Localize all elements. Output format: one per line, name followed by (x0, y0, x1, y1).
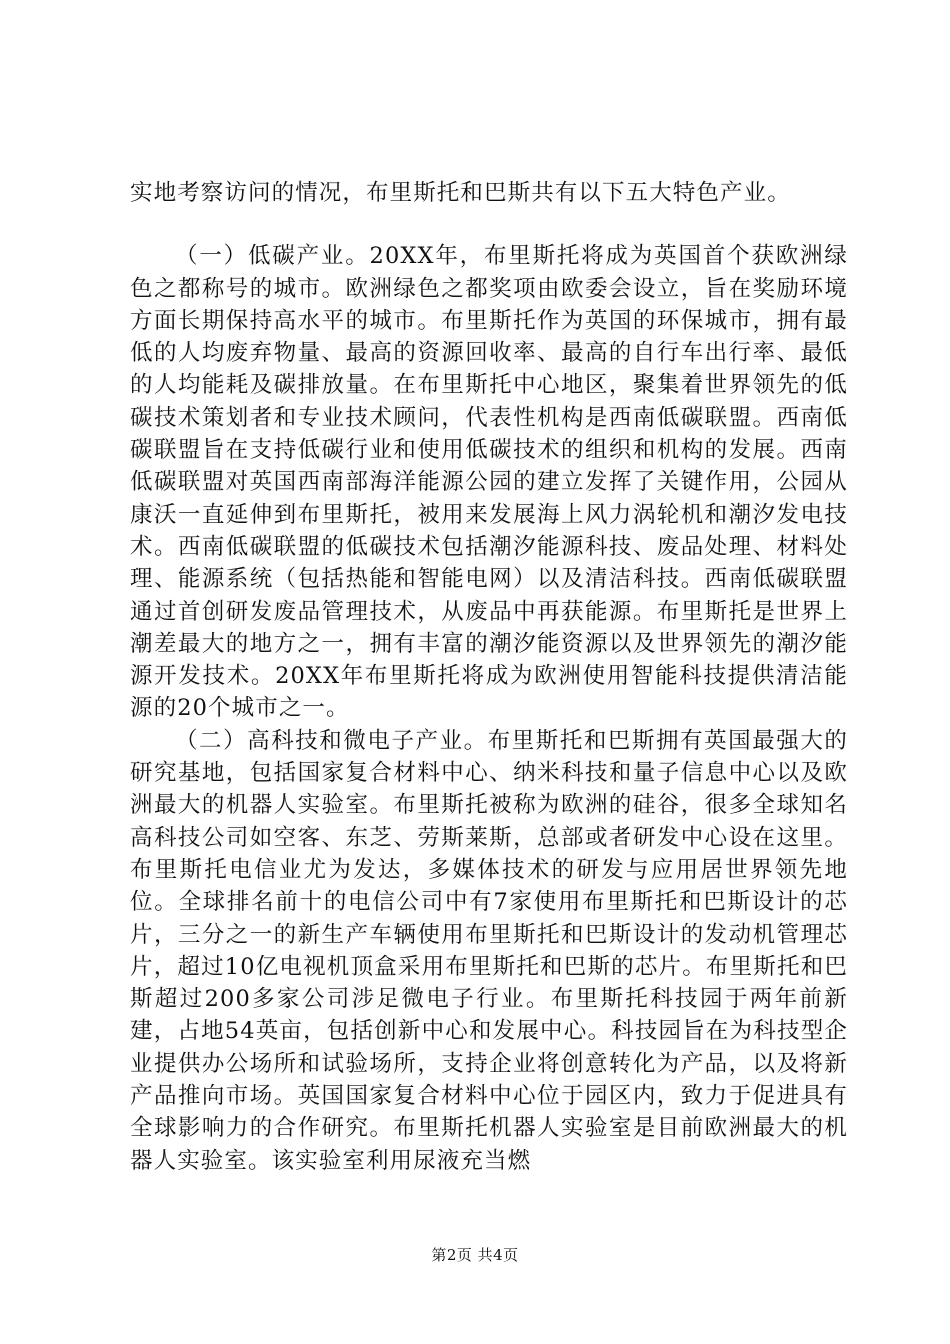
paragraph-low-carbon: （一）低碳产业。20XX年，布里斯托将成为英国首个获欧洲绿色之都称号的城市。欧洲绿色之都奖项由欧委会设立，旨在奖励环境方面长期保持高水平的城市。布里斯托作为英国的环保城市，拥有最低的人均废弃物量、最高的资源回收率、最高的自行车出行率、最低的人均能耗及碳排放量。在布里斯托中心地区，聚集着世界领先的低碳技术策划者和专业技术顾问，代表性机构是西南低碳联盟。西南低碳联盟旨在支持低碳行业和使用低碳技术的组织和机构的发展。西南低碳联盟对英国西南部海洋能源公园的建立发挥了关键作用，公园从康沃一直延伸到布里斯托，被用来发展海上风力涡轮机和潮汐发电技术。西南低碳联盟的低碳技术包括潮汐能源科技、废品处理、材料处理、能源系统（包括热能和智能电网）以及清洁科技。西南低碳联盟通过首创研发废品管理技术，从废品中再获能源。布里斯托是世界上潮差最大的地方之一，拥有丰富的潮汐能资源以及世界领先的潮汐能源开发技术。20XX年布里斯托将成为欧洲使用智能科技提供清洁能源的20个城市之一。 (130, 243, 848, 722)
paragraph-high-tech: （二）高科技和微电子产业。布里斯托和巴斯拥有英国最强大的研究基地，包括国家复合材料中心、纳米科技和量子信息中心以及欧洲最大的机器人实验室。布里斯托被称为欧洲的硅谷，很多全球知名高科技公司如空客、东芝、劳斯莱斯，总部或者研发中心设在这里。布里斯托电信业尤为发达，多媒体技术的研发与应用居世界领先地位。全球排名前十的电信公司中有7家使用布里斯托和巴斯设计的芯片，三分之一的新生产车辆使用布里斯托和巴斯设计的发动机管理芯片，超过10亿电视机顶盒采用布里斯托和巴斯的芯片。布里斯托和巴斯超过200多家公司涉足微电子行业。布里斯托科技园于两年前新建，占地54英亩，包括创新中心和发展中心。科技园旨在为科技型企业提供办公场所和试验场所，支持企业将创意转化为产品，以及将新产品推向市场。英国国家复合材料中心位于园区内，致力于促进具有全球影响力的合作研究。布里斯托机器人实验室是目前欧洲最大的机器人实验室。该实验室利用尿液充当燃 (130, 727, 848, 1174)
page-footer: 第2页 共4页 (431, 1246, 519, 1264)
lead-line: 实地考察访问的情况，布里斯托和巴斯共有以下五大特色产业。 (130, 180, 791, 206)
paragraph-gap (130, 209, 848, 240)
document-body (130, 177, 848, 1177)
